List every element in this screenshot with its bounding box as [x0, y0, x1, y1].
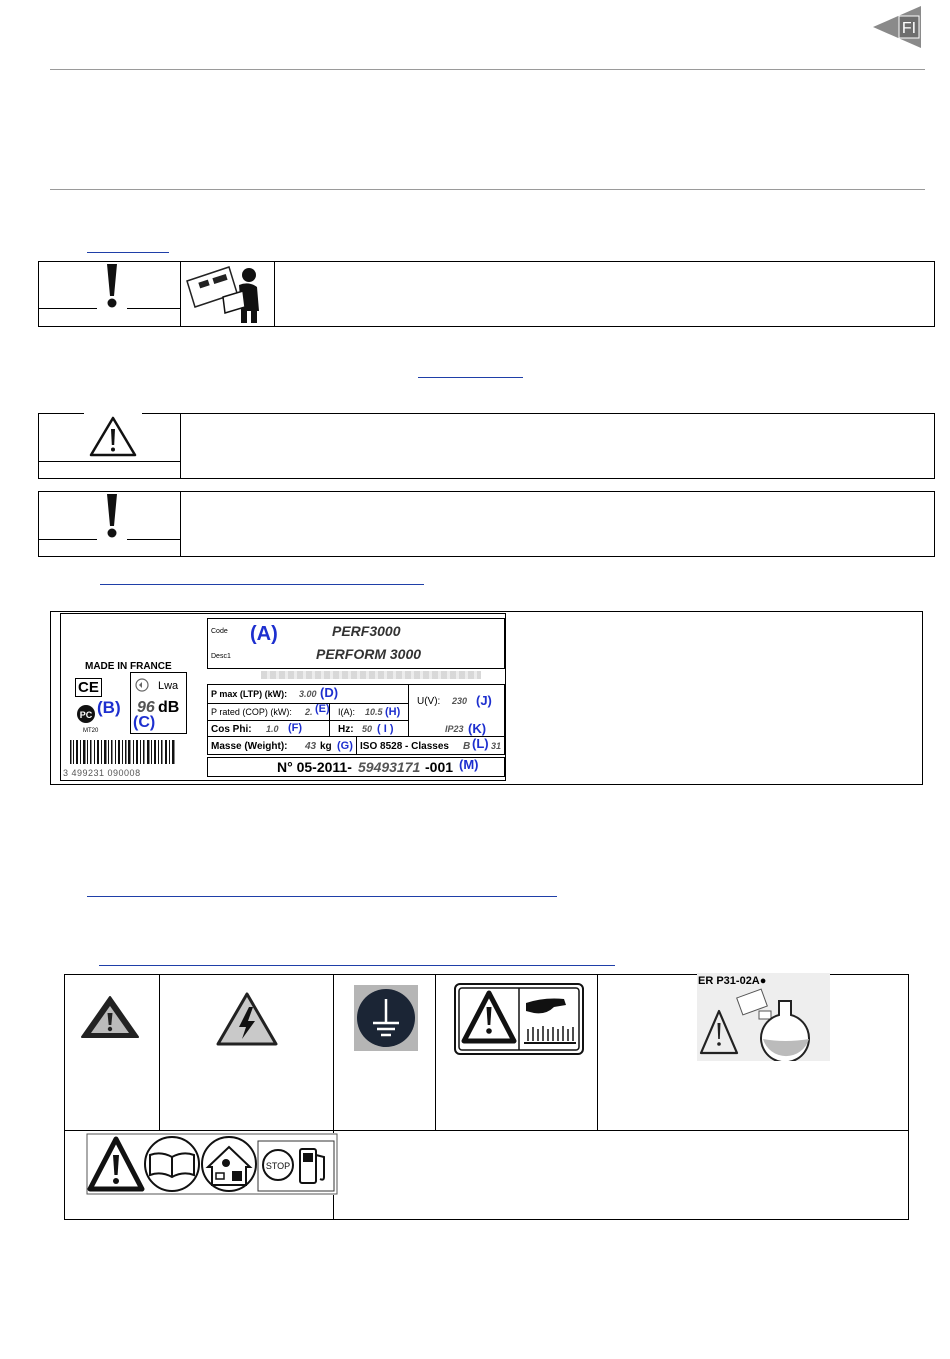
marker-d: (D) — [320, 685, 339, 700]
read-manual-icon — [183, 263, 273, 325]
marker-f: (F) — [288, 722, 303, 734]
voltage-value: 230 — [452, 696, 468, 706]
marker-h: (H) — [385, 706, 401, 718]
voltage-label: U(V): — [417, 696, 441, 707]
marker-i: ( I ) — [377, 723, 394, 735]
marker-g: (G) — [337, 740, 353, 752]
code-label: Code — [211, 628, 228, 635]
mass-unit: kg — [320, 741, 332, 752]
sound-icon — [134, 677, 150, 693]
back-arrow-icon — [873, 4, 923, 50]
general-warning-icon — [80, 995, 140, 1039]
notice-box-2 — [38, 491, 935, 557]
exclamation-icon — [97, 492, 127, 540]
marker-b: (B) — [97, 698, 121, 717]
cosphi-value: 1.0 — [266, 724, 279, 734]
header-rule-bottom — [50, 189, 925, 190]
desc-label: Desc1 — [211, 653, 231, 660]
ip-value: IP23 — [445, 724, 464, 734]
prated-value: 2. — [305, 707, 313, 717]
marker-j: (J) — [476, 693, 492, 708]
hz-label: Hz: — [338, 724, 354, 735]
serial-suffix: -001 — [425, 759, 454, 775]
badge-label: FI — [901, 20, 917, 37]
header-rule — [50, 69, 925, 70]
hz-value: 50 — [362, 724, 373, 734]
section-link-5[interactable] — [99, 965, 615, 966]
mass-value: 43 — [305, 741, 317, 752]
notice-box-read-manual — [38, 261, 935, 327]
pmax-value: 3.00 — [299, 689, 317, 699]
section-link-1[interactable] — [87, 252, 169, 253]
code-value: PERF3000 — [332, 623, 401, 639]
oil-level-label — [697, 973, 830, 1061]
current-value: 10.5 — [365, 707, 383, 717]
lwa-value: 96 — [137, 699, 155, 716]
safety-pictograms-strip — [86, 1133, 338, 1195]
desc-value: PERFORM 3000 — [316, 646, 422, 662]
pmax-label: P max (LTP) (kW): — [211, 689, 288, 699]
ce-mark: CE — [75, 678, 102, 697]
serial-value: 59493171 — [358, 759, 421, 775]
hot-surface-icon — [454, 983, 584, 1055]
warning-triangle-icon — [84, 413, 142, 461]
serial-prefix: N° 05-2011- — [277, 759, 352, 775]
prated-label: P rated (COP) (kW): — [211, 707, 292, 717]
lwa-unit: dB — [158, 699, 180, 716]
iso-value: B — [463, 741, 471, 752]
marker-c: (C) — [133, 714, 156, 731]
marker-m: (M) — [459, 757, 479, 772]
barcode-image — [64, 740, 182, 770]
made-in-label: MADE IN FRANCE — [85, 661, 172, 672]
mass-label: Masse (Weight): — [211, 741, 288, 752]
exclamation-icon — [97, 262, 127, 310]
language-badge[interactable] — [873, 4, 923, 50]
oil-level-icon — [697, 987, 830, 1061]
stop-label: STOP — [265, 1161, 291, 1171]
lwa-label: Lwa — [158, 680, 179, 692]
blurred-text — [261, 671, 481, 679]
mt-label: MT20 — [83, 728, 99, 734]
oil-label-code: ER P31-02A● — [698, 975, 767, 987]
section-link-3[interactable] — [100, 584, 424, 585]
section-link-2[interactable] — [418, 377, 523, 378]
earth-ground-icon — [354, 985, 418, 1051]
marker-e: (E) — [315, 703, 330, 715]
marker-a: (A) — [250, 623, 278, 645]
section-link-4[interactable] — [87, 896, 557, 897]
barcode-number: 3 499231 090008 — [63, 768, 141, 778]
warning-box-1 — [38, 413, 935, 479]
electric-hazard-icon — [215, 991, 279, 1047]
iso-label: ISO 8528 - Classes — [360, 741, 449, 752]
iso-suffix: 31 — [491, 741, 502, 751]
marker-k: (K) — [468, 721, 487, 736]
marker-l: (L) — [472, 736, 489, 751]
svg-text:PC: PC — [79, 710, 93, 720]
rating-plate — [60, 613, 506, 781]
current-label: I(A): — [338, 707, 355, 717]
cosphi-label: Cos Phi: — [211, 724, 252, 735]
pct-mark-icon — [76, 704, 98, 724]
